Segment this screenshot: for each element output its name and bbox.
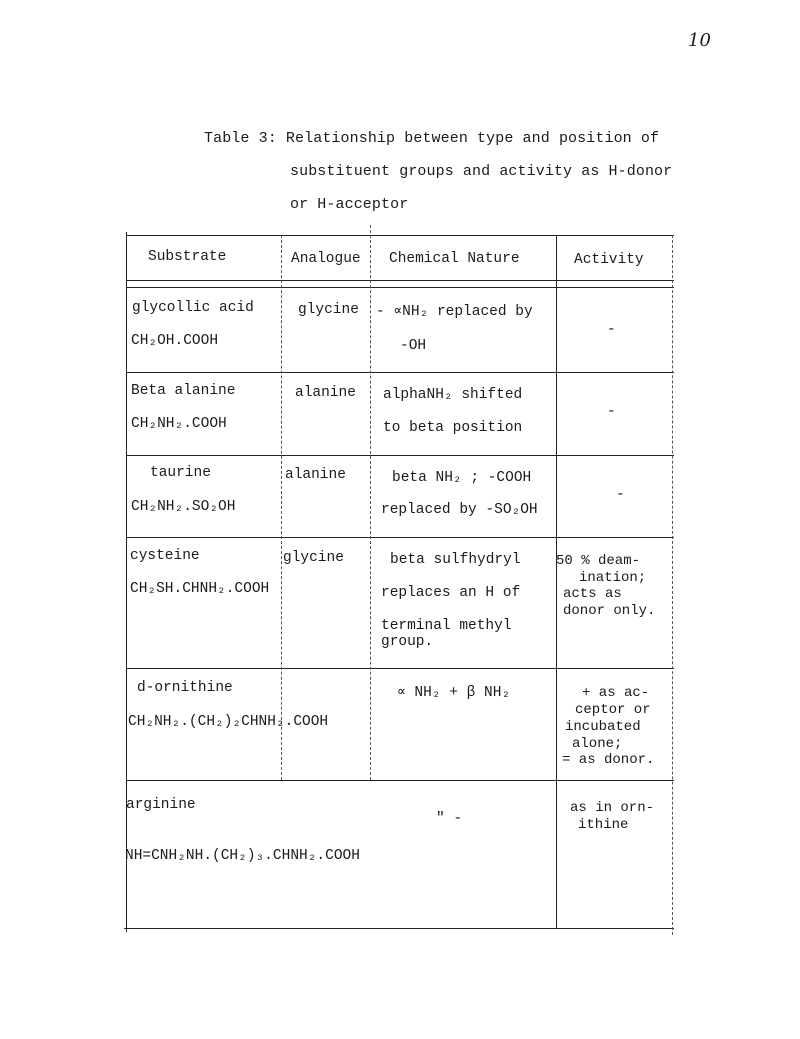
activity-line: ceptor or <box>575 702 651 718</box>
chemical-nature-line: to beta position <box>383 420 523 436</box>
header-analogue: Analogue <box>291 251 361 267</box>
activity-line: 50 % deam- <box>556 553 641 569</box>
table-caption-line-3: or H-acceptor <box>290 196 409 213</box>
chemical-nature-line: ∝ NH₂ + β NH₂ <box>397 685 511 701</box>
row-rule <box>126 372 674 373</box>
chemical-nature-line: group. <box>381 634 434 650</box>
chemical-nature-line: " - <box>436 811 463 827</box>
activity-line: acts as <box>563 586 622 602</box>
substrate-name: d-ornithine <box>137 680 233 696</box>
activity-line: ithine <box>578 817 629 833</box>
substrate-formula: CH₂SH.CHNH₂.COOH <box>130 581 270 597</box>
substrate-name: taurine <box>150 465 211 481</box>
chemical-nature-line: beta sulfhydryl <box>390 552 521 568</box>
chemical-nature-line: replaced by -SO₂OH <box>381 502 538 518</box>
column-divider-analogue <box>370 225 371 780</box>
substrate-formula: CH₂NH₂.(CH₂)₂CHNH₂.COOH <box>128 714 329 730</box>
activity-line: = as donor. <box>562 752 655 768</box>
row-rule <box>126 287 674 288</box>
analogue: glycine <box>298 302 359 318</box>
header-bottom-rule <box>126 280 674 281</box>
header-substrate: Substrate <box>148 249 227 265</box>
activity-line: donor only. <box>563 603 656 619</box>
chemical-nature-line: beta NH₂ ; -COOH <box>392 470 532 486</box>
activity-line: + as ac- <box>582 685 650 701</box>
table-right-rule <box>672 235 673 935</box>
substrate-name: arginine <box>126 797 196 813</box>
substrate-name: Beta alanine <box>131 383 236 399</box>
chemical-nature-line: terminal methyl <box>381 618 512 634</box>
header-activity: Activity <box>574 252 644 268</box>
chemical-nature-line: -OH <box>400 338 427 354</box>
table-left-rule <box>126 232 127 932</box>
substrate-formula: NH=CNH₂NH.(CH₂)₃.CHNH₂.COOH <box>125 848 360 864</box>
substrate-name: glycollic acid <box>132 300 254 316</box>
row-rule <box>126 780 674 781</box>
table-caption-line-1: Table 3: Relationship between type and position of <box>204 130 660 147</box>
analogue: glycine <box>283 550 344 566</box>
row-rule <box>126 668 674 669</box>
activity: - <box>607 404 616 420</box>
chemical-nature-line: - ∝NH₂ replaced by <box>376 304 533 320</box>
chemical-nature-line: replaces an H of <box>381 585 521 601</box>
activity-line: as in orn- <box>570 800 655 816</box>
analogue: alanine <box>285 467 346 483</box>
table-top-rule <box>126 235 674 236</box>
activity: - <box>616 487 625 503</box>
row-rule <box>126 455 674 456</box>
table-caption-line-2: substituent groups and activity as H-donor <box>290 163 673 180</box>
table-bottom-rule <box>124 928 674 929</box>
row-rule <box>126 537 674 538</box>
column-divider-substrate <box>281 235 282 780</box>
activity-line: incubated <box>565 719 641 735</box>
substrate-formula: CH₂NH₂.SO₂OH <box>131 499 236 515</box>
substrate-name: cysteine <box>130 548 200 564</box>
column-divider-nature <box>556 235 557 928</box>
chemical-nature-line: alphaNH₂ shifted <box>383 387 523 403</box>
activity-line: alone; <box>572 736 623 752</box>
analogue: alanine <box>295 385 356 401</box>
substrate-formula: CH₂NH₂.COOH <box>131 416 227 432</box>
substrate-formula: CH₂OH.COOH <box>131 333 219 349</box>
header-chemical-nature: Chemical Nature <box>389 251 520 267</box>
page-number: 10 <box>688 30 711 51</box>
activity-line: ination; <box>579 570 647 586</box>
activity: - <box>607 322 616 338</box>
